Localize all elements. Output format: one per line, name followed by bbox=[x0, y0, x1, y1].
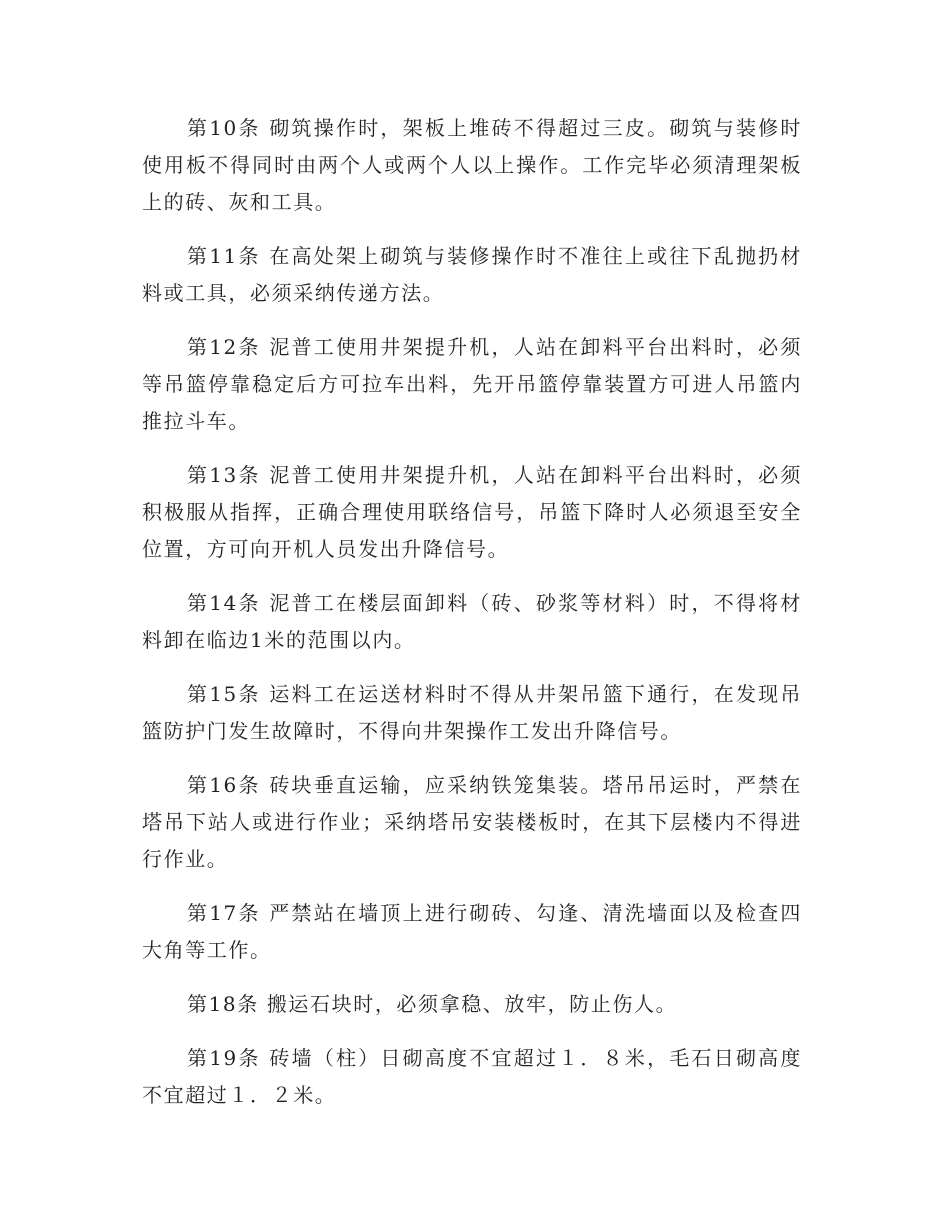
article-16 bbox=[142, 767, 802, 878]
article-12 bbox=[142, 329, 802, 440]
article-label: 第15条 bbox=[187, 682, 261, 706]
article-text: 泥普工使用井架提升机，人站在卸料平台出料时，必须等吊篮停靠稳定后方可拉车出料，先开吊篮停靠装置方可进人吊篮内推拉斗车。 bbox=[142, 335, 802, 433]
article-label: 第12条 bbox=[187, 335, 261, 359]
article-10 bbox=[142, 110, 802, 221]
article-11 bbox=[142, 238, 802, 312]
article-text: 运料工在运送材料时不得从井架吊篮下通行，在发现吊篮防护门发生故障时，不得向井架操作工发出升降信号。 bbox=[142, 682, 802, 743]
article-label: 第19条 bbox=[187, 1046, 261, 1070]
article-label: 第13条 bbox=[187, 463, 261, 487]
article-14 bbox=[142, 585, 802, 659]
article-label: 第10条 bbox=[187, 116, 261, 140]
document-body bbox=[142, 110, 802, 1131]
article-18 bbox=[142, 986, 802, 1023]
article-text: 搬运石块时，必须拿稳、放牢，防止伤人。 bbox=[266, 992, 678, 1016]
article-label: 第16条 bbox=[187, 773, 261, 797]
article-text: 在高处架上砌筑与装修操作时不准往上或往下乱抛扔材料或工具，必须采纳传递方法。 bbox=[142, 244, 802, 305]
article-text: 砖墙（柱）日砌高度不宜超过１．８米，毛石日砌高度不宜超过１．２米。 bbox=[142, 1046, 802, 1107]
article-17 bbox=[142, 895, 802, 969]
article-label: 第18条 bbox=[187, 992, 259, 1016]
article-label: 第14条 bbox=[187, 591, 261, 615]
article-label: 第17条 bbox=[187, 901, 261, 925]
article-label: 第11条 bbox=[187, 244, 261, 268]
article-text: 严禁站在墙顶上进行砌砖、勾逢、清洗墙面以及检查四大角等工作。 bbox=[142, 901, 802, 962]
article-text: 泥普工在楼层面卸料（砖、砂浆等材料）时，不得将材料卸在临边1米的范围以内。 bbox=[142, 591, 802, 652]
article-19 bbox=[142, 1040, 802, 1114]
article-text: 泥普工使用井架提升机，人站在卸料平台出料时，必须积极服从指挥，正确合理使用联络信号，吊篮下降时人必须退至安全位置，方可向开机人员发出升降信号。 bbox=[142, 463, 802, 561]
article-text: 砌筑操作时，架板上堆砖不得超过三皮。砌筑与装修时使用板不得同时由两个人或两个人以上操作。工作完毕必须清理架板上的砖、灰和工具。 bbox=[142, 116, 802, 214]
article-13 bbox=[142, 457, 802, 568]
article-15 bbox=[142, 676, 802, 750]
article-text: 砖块垂直运输，应采纳铁笼集装。塔吊吊运时，严禁在塔吊下站人或进行作业；采纳塔吊安装楼板时，在其下层楼内不得进行作业。 bbox=[142, 773, 802, 871]
